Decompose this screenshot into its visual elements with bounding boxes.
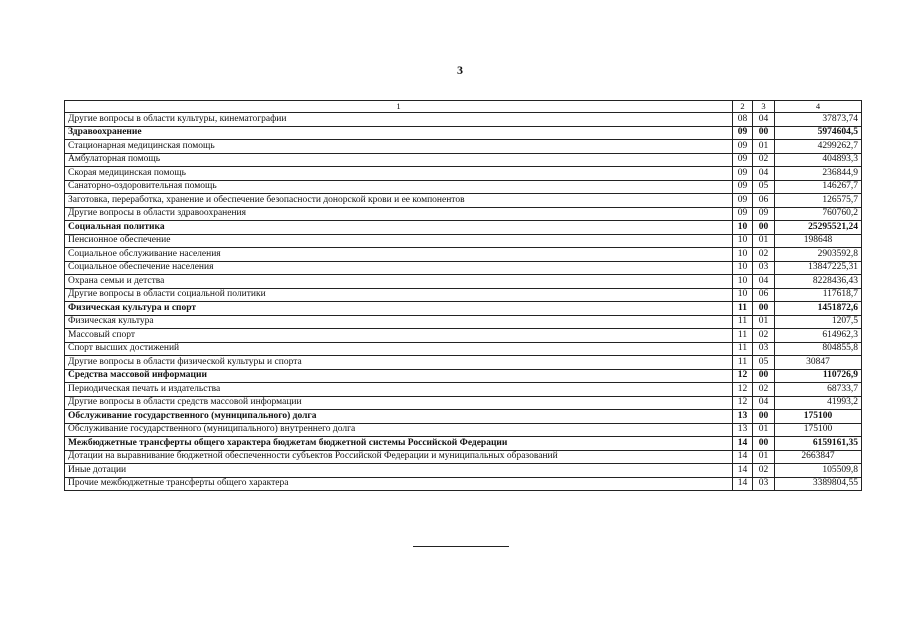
row-subsection: 02 xyxy=(753,329,775,343)
table-row xyxy=(65,153,862,167)
row-subsection: 03 xyxy=(753,477,775,491)
row-subsection: 04 xyxy=(753,396,775,410)
row-section: 08 xyxy=(733,113,753,127)
row-subsection: 03 xyxy=(753,342,775,356)
row-name: Другие вопросы в области здравоохранения xyxy=(65,207,733,221)
table-row xyxy=(65,342,862,356)
row-section: 10 xyxy=(733,275,753,289)
row-section: 12 xyxy=(733,396,753,410)
row-subsection: 02 xyxy=(753,383,775,397)
row-name: Прочие межбюджетные трансферты общего характера xyxy=(65,477,733,491)
row-amount: 198648 xyxy=(775,234,862,248)
table-row xyxy=(65,221,862,235)
table-row xyxy=(65,248,862,262)
table-row xyxy=(65,113,862,127)
row-subsection: 02 xyxy=(753,464,775,478)
row-amount: 2903592,8 xyxy=(775,248,862,262)
row-name: Охрана семьи и детства xyxy=(65,275,733,289)
table-row xyxy=(65,167,862,181)
row-subsection: 00 xyxy=(753,437,775,451)
row-section: 09 xyxy=(733,167,753,181)
row-amount: 25295521,24 xyxy=(775,221,862,235)
row-amount: 41993,2 xyxy=(775,396,862,410)
row-section: 11 xyxy=(733,329,753,343)
row-amount: 6159161,35 xyxy=(775,437,862,451)
row-name: Амбулаторная помощь xyxy=(65,153,733,167)
column-header-section: 2 xyxy=(733,101,753,113)
row-section: 13 xyxy=(733,410,753,424)
row-amount: 236844,9 xyxy=(775,167,862,181)
page-number: 3 xyxy=(457,63,463,77)
row-name: Стационарная медицинская помощь xyxy=(65,140,733,154)
row-section: 09 xyxy=(733,140,753,154)
table-row xyxy=(65,396,862,410)
column-header-amount: 4 xyxy=(775,101,862,113)
table-row xyxy=(65,275,862,289)
row-name: Обслуживание государственного (муниципального) долга xyxy=(65,410,733,424)
table-row xyxy=(65,410,862,424)
row-amount: 110726,9 xyxy=(775,369,862,383)
row-name: Спорт высших достижений xyxy=(65,342,733,356)
row-amount: 1207,5 xyxy=(775,315,862,329)
row-amount: 175100 xyxy=(775,410,862,424)
row-section: 09 xyxy=(733,207,753,221)
row-name: Физическая культура xyxy=(65,315,733,329)
row-section: 14 xyxy=(733,464,753,478)
row-section: 13 xyxy=(733,423,753,437)
row-subsection: 00 xyxy=(753,302,775,316)
row-amount: 1451872,6 xyxy=(775,302,862,316)
row-name: Санаторно-оздоровительная помощь xyxy=(65,180,733,194)
row-section: 10 xyxy=(733,261,753,275)
row-section: 09 xyxy=(733,153,753,167)
row-subsection: 02 xyxy=(753,153,775,167)
row-amount: 3389804,55 xyxy=(775,477,862,491)
row-amount: 8228436,43 xyxy=(775,275,862,289)
row-name: Иные дотации xyxy=(65,464,733,478)
row-section: 11 xyxy=(733,342,753,356)
row-section: 14 xyxy=(733,437,753,451)
row-subsection: 06 xyxy=(753,288,775,302)
row-amount: 404893,3 xyxy=(775,153,862,167)
closing-rule xyxy=(413,546,509,547)
row-name: Другие вопросы в области физической культуры и спорта xyxy=(65,356,733,370)
row-subsection: 01 xyxy=(753,423,775,437)
row-amount: 105509,8 xyxy=(775,464,862,478)
row-name: Другие вопросы в области культуры, кинематографии xyxy=(65,113,733,127)
row-amount: 2663847 xyxy=(775,450,862,464)
table-row xyxy=(65,194,862,208)
row-name: Социальное обслуживание населения xyxy=(65,248,733,262)
row-subsection: 01 xyxy=(753,140,775,154)
table-row xyxy=(65,288,862,302)
row-subsection: 04 xyxy=(753,167,775,181)
row-section: 09 xyxy=(733,126,753,140)
row-amount: 117618,7 xyxy=(775,288,862,302)
row-amount: 146267,7 xyxy=(775,180,862,194)
table-row xyxy=(65,126,862,140)
table-row xyxy=(65,356,862,370)
row-subsection: 00 xyxy=(753,221,775,235)
row-subsection: 04 xyxy=(753,113,775,127)
row-subsection: 09 xyxy=(753,207,775,221)
row-amount: 614962,3 xyxy=(775,329,862,343)
row-section: 11 xyxy=(733,315,753,329)
row-section: 11 xyxy=(733,302,753,316)
row-name: Заготовка, переработка, хранение и обеспечение безопасности донорской крови и ее компонентов xyxy=(65,194,733,208)
row-amount: 804855,8 xyxy=(775,342,862,356)
row-subsection: 01 xyxy=(753,450,775,464)
row-section: 10 xyxy=(733,221,753,235)
row-name: Другие вопросы в области социальной политики xyxy=(65,288,733,302)
table-row xyxy=(65,464,862,478)
row-section: 14 xyxy=(733,450,753,464)
row-subsection: 00 xyxy=(753,369,775,383)
row-amount: 5974604,5 xyxy=(775,126,862,140)
row-amount: 13847225,31 xyxy=(775,261,862,275)
row-subsection: 06 xyxy=(753,194,775,208)
table-row xyxy=(65,234,862,248)
row-subsection: 00 xyxy=(753,126,775,140)
row-amount: 4299262,7 xyxy=(775,140,862,154)
row-name: Другие вопросы в области средств массовой информации xyxy=(65,396,733,410)
row-name: Дотации на выравнивание бюджетной обеспеченности субъектов Российской Федерации и муниципальных образований xyxy=(65,450,733,464)
row-subsection: 00 xyxy=(753,410,775,424)
row-subsection: 03 xyxy=(753,261,775,275)
row-amount: 30847 xyxy=(775,356,862,370)
row-name: Пенсионное обеспечение xyxy=(65,234,733,248)
row-name: Скорая медицинская помощь xyxy=(65,167,733,181)
row-amount: 37873,74 xyxy=(775,113,862,127)
row-section: 10 xyxy=(733,234,753,248)
row-subsection: 05 xyxy=(753,180,775,194)
row-subsection: 04 xyxy=(753,275,775,289)
table-row xyxy=(65,329,862,343)
row-subsection: 01 xyxy=(753,234,775,248)
row-name: Физическая культура и спорт xyxy=(65,302,733,316)
table-row xyxy=(65,477,862,491)
row-name: Средства массовой информации xyxy=(65,369,733,383)
row-name: Социальная политика xyxy=(65,221,733,235)
row-amount: 68733,7 xyxy=(775,383,862,397)
table-row xyxy=(65,180,862,194)
table-header-row xyxy=(65,101,862,113)
row-section: 14 xyxy=(733,477,753,491)
table-row xyxy=(65,207,862,221)
row-section: 10 xyxy=(733,248,753,262)
table-row xyxy=(65,450,862,464)
row-name: Массовый спорт xyxy=(65,329,733,343)
row-amount: 126575,7 xyxy=(775,194,862,208)
row-section: 09 xyxy=(733,194,753,208)
row-name: Межбюджетные трансферты общего характера бюджетам бюджетной системы Российской Федерации xyxy=(65,437,733,451)
table-row xyxy=(65,140,862,154)
table-row xyxy=(65,383,862,397)
row-name: Здравоохранение xyxy=(65,126,733,140)
row-section: 09 xyxy=(733,180,753,194)
table-row xyxy=(65,261,862,275)
row-section: 11 xyxy=(733,356,753,370)
row-section: 12 xyxy=(733,369,753,383)
row-amount: 175100 xyxy=(775,423,862,437)
table-row xyxy=(65,315,862,329)
row-name: Социальное обеспечение населения xyxy=(65,261,733,275)
row-subsection: 01 xyxy=(753,315,775,329)
column-header-subsection: 3 xyxy=(753,101,775,113)
row-name: Периодическая печать и издательства xyxy=(65,383,733,397)
table-row xyxy=(65,423,862,437)
row-amount: 760760,2 xyxy=(775,207,862,221)
row-name: Обслуживание государственного (муниципального) внутреннего долга xyxy=(65,423,733,437)
table-row xyxy=(65,437,862,451)
row-section: 10 xyxy=(733,288,753,302)
row-section: 12 xyxy=(733,383,753,397)
row-subsection: 02 xyxy=(753,248,775,262)
table-row xyxy=(65,369,862,383)
table-row xyxy=(65,302,862,316)
budget-table xyxy=(64,100,862,491)
row-subsection: 05 xyxy=(753,356,775,370)
column-header-name: 1 xyxy=(65,101,733,113)
